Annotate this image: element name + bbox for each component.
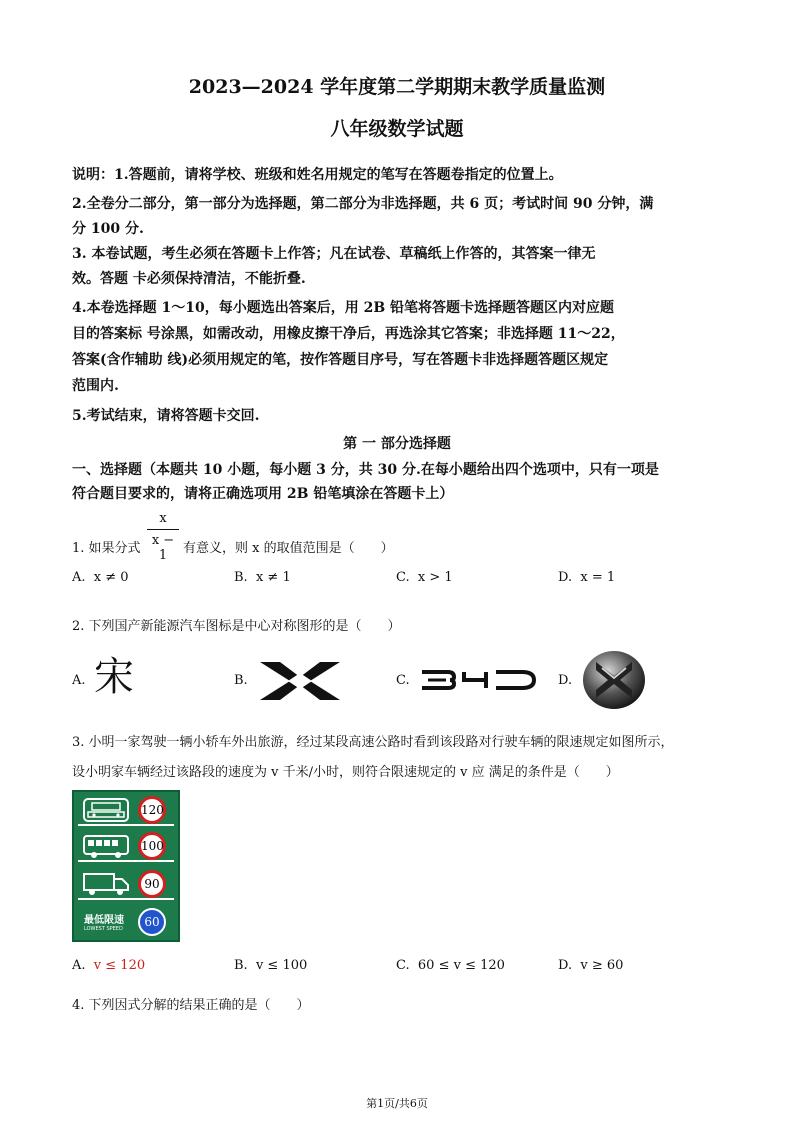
q1-option-d: D. x = 1: [558, 570, 616, 585]
note-line: 3. 本卷试题，考生必须在答题卡上作答；凡在试卷、草稿纸上作答的，其答案一律无: [72, 246, 596, 262]
minimum-speed-sublabel: LOWEST SPEED: [84, 926, 123, 932]
q1-option-b: B. x ≠ 1: [234, 570, 291, 585]
note-line: 范围内.: [72, 378, 119, 394]
note-line: 2.全卷分二部分，第一部分为选择题，第二部分为非选择题，共 6 页；考试时间 90 分钟，满: [72, 196, 654, 212]
speed-limit-car: 120: [138, 796, 166, 824]
note-line: 答案(含作辅助 线)必须用规定的笔，按作答题目序号，写在答题卡非选择题答题区规定: [72, 352, 609, 368]
q2-option-a-label: A.: [72, 673, 86, 688]
question-4: 4. 下列因式分解的结果正确的是（ ）: [72, 998, 310, 1013]
exam-subtitle: 八年级数学试题: [330, 118, 464, 140]
fraction-denominator: x − 1: [151, 533, 175, 563]
q2-option-b-label: B.: [234, 673, 248, 688]
page-number: 第1页/共6页: [366, 1097, 428, 1110]
exam-title: 2023—2024 学年度第二学期期末教学质量监测: [188, 76, 606, 98]
q2-option-c-label: C.: [396, 673, 410, 688]
question-1-suffix: 有意义，则 x 的取值范围是（ ）: [183, 541, 394, 556]
q1-option-c: C. x > 1: [396, 570, 453, 585]
q3-option-d: D. v ≥ 60: [558, 958, 624, 973]
speed-limit-bus: 100: [138, 832, 166, 860]
note-line: 5.考试结束，请将答题卡交回.: [72, 408, 260, 424]
question-2: 2. 下列国产新能源汽车图标是中心对称图形的是（ ）: [72, 619, 401, 634]
xpeng-x-logo: [258, 658, 342, 704]
sign-row-truck: [78, 868, 174, 900]
note-line: 目的答案标 号涂黑，如需改动，用橡皮擦干净后，再选涂其它答案；非选择题 11～22，: [72, 326, 625, 342]
sign-row-car: [78, 794, 174, 826]
question-3-line2: 设小明家车辆经过该路段的速度为 v 千米/小时，则符合限速规定的 v 应 满足的条件是（ ）: [72, 765, 619, 780]
note-line: 效。答题 卡必须保持清洁，不能折叠.: [72, 271, 306, 287]
section-instruction: 一、选择题（本题共 10 小题，每小题 3 分，共 30 分.在每小题给出四个选项中，只有一项是: [72, 462, 659, 478]
minimum-speed-label: 最低限速: [84, 915, 124, 926]
circle-emblem-logo: [582, 650, 646, 710]
song-character-logo: 宋: [94, 654, 134, 700]
q1-option-a: A. x ≠ 0: [72, 570, 129, 585]
q3-option-c: C. 60 ≤ v ≤ 120: [396, 958, 505, 973]
note-line: 分 100 分.: [72, 221, 144, 237]
sign-row-bus: [78, 830, 174, 862]
q3-option-b: B. v ≤ 100: [234, 958, 308, 973]
section-instruction: 符合题目要求的，请将正确选项用 2B 铅笔填涂在答题卡上）: [72, 486, 454, 502]
speed-limit-sign: [72, 790, 180, 942]
q3-option-a: A. v ≤ 120: [72, 958, 146, 973]
byd-wordmark-logo: [420, 668, 538, 692]
question-1-prefix: 1. 如果分式: [72, 541, 141, 556]
speed-limit-truck: 90: [138, 870, 166, 898]
section-title: 第 一 部分选择题: [343, 436, 451, 452]
minimum-speed-value: 60: [138, 908, 166, 936]
fraction-numerator: x: [159, 511, 167, 526]
question-3-line1: 3. 小明一家驾驶一辆小轿车外出旅游，经过某段高速公路时看到该段路对行驶车辆的限速规定如图所示，: [72, 735, 674, 750]
note-line: 4.本卷选择题 1～10，每小题选出答案后，用 2B 铅笔将答题卡选择题答题区内对应题: [72, 300, 615, 316]
car-icon: [82, 797, 130, 823]
note-line: 说明：1.答题前，请将学校、班级和姓名用规定的笔写在答题卷指定的位置上。: [72, 167, 563, 183]
truck-icon: [82, 871, 130, 897]
sign-row-minimum: [78, 906, 174, 938]
q2-option-d-label: D.: [558, 673, 573, 688]
fraction-bar: [147, 529, 179, 530]
bus-icon: [82, 833, 130, 859]
